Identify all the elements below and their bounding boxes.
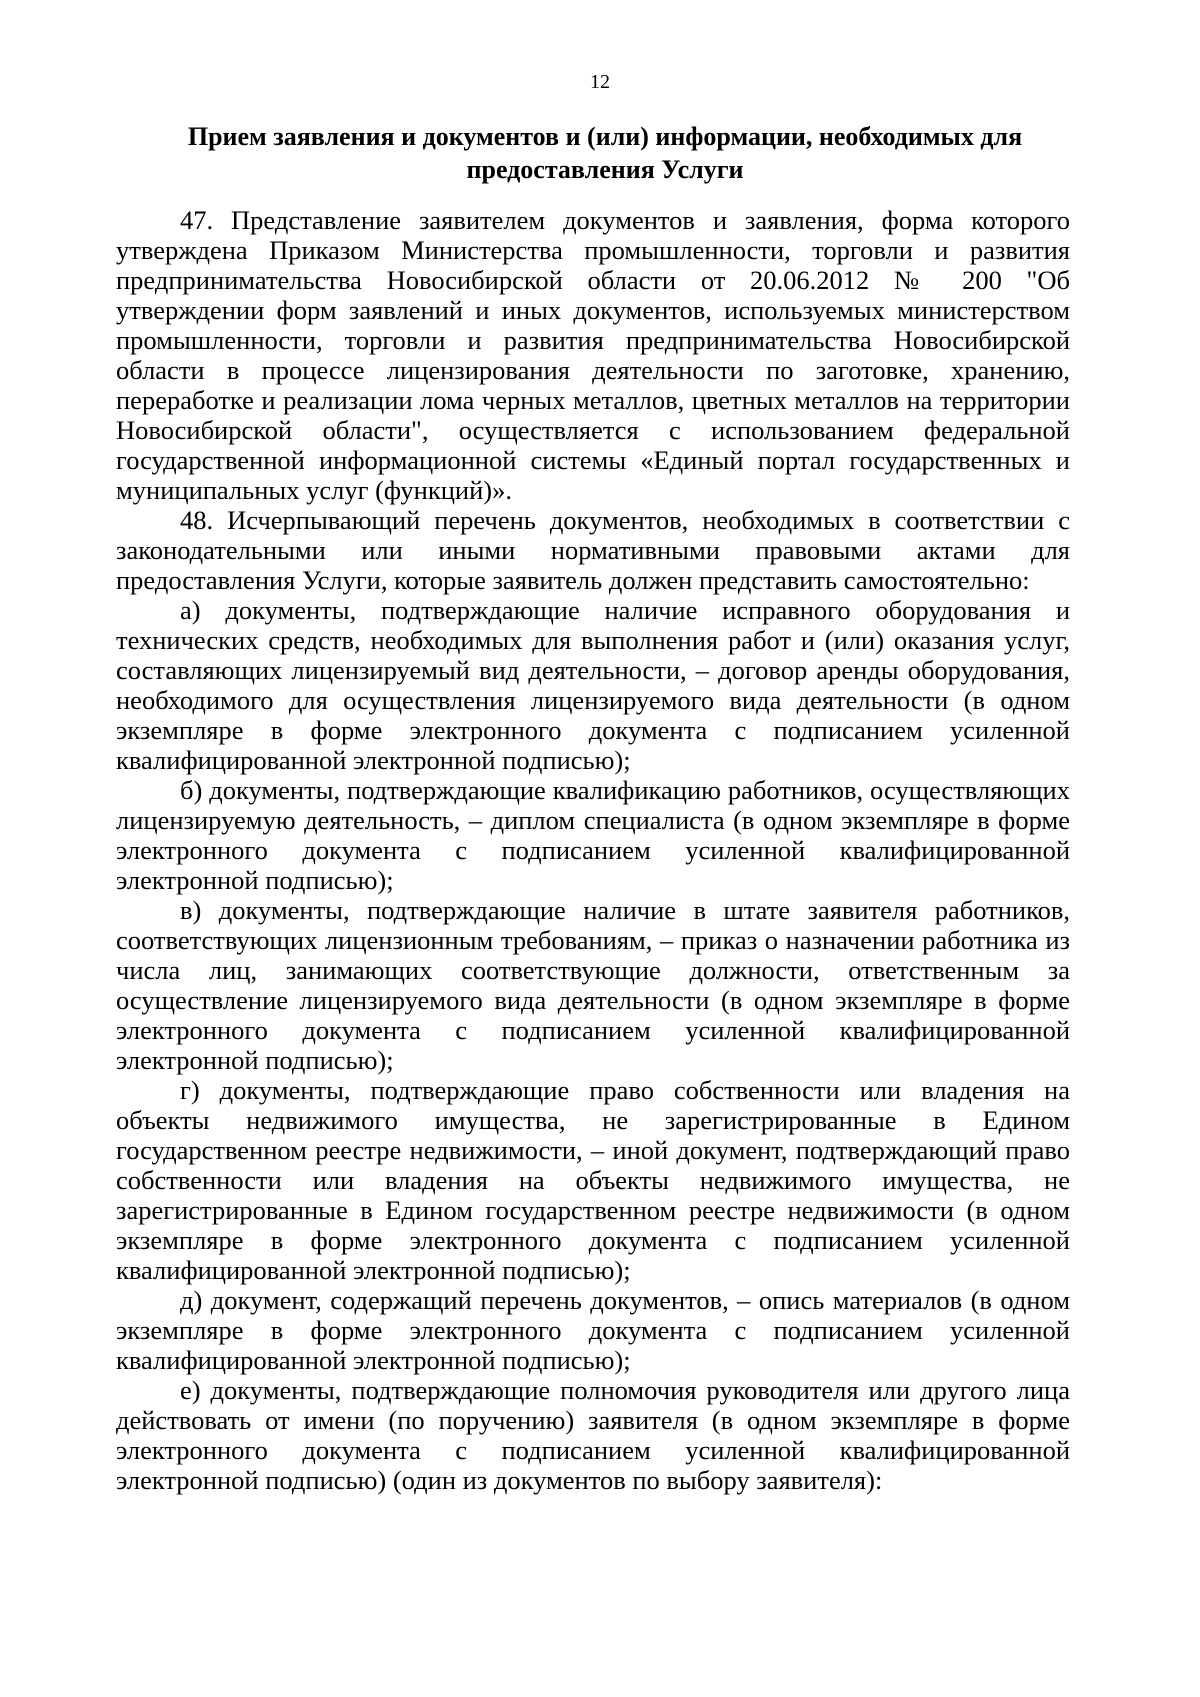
paragraph-47: 47. Представление заявителем документов и заявления, форма которого утверждена Приказом Министерства промышленности, торговли и развития предпринимательства Новосибирской области от 20.06.2012 № 200 "Об утверждении форм заявлений и иных документов, используемых министерством промышленности, торговли и развития предпринимательства Новосибирской области в процессе лицензирования деятельности по заготовке, хранению, переработке и реализации лома черных металлов, цветных металлов на территории Новосибирской области", осуществляется с использованием федеральной государственной информационной системы «Единый портал государственных и муниципальных услуг (функций)».	[116, 205, 1070, 505]
list-item-v: в) документы, подтверждающие наличие в штате заявителя работников, соответствующих лицензионным требованиям, – приказ о назначении работника из числа лиц, занимающих соответствующие должности, ответственным за осуществление лицензируемого вида деятельности (в одном экземпляре в форме электронного документа с подписанием усиленной квалифицированной электронной подписью);	[116, 895, 1070, 1075]
list-item-e: е) документы, подтверждающие полномочия руководителя или другого лица действовать от имени (по поручению) заявителя (в одном экземпляре в форме электронного документа с подписанием усиленной квалифицированной электронной подписью) (один из документов по выбору заявителя):	[116, 1375, 1070, 1495]
page-number: 12	[590, 71, 610, 93]
document-body	[116, 205, 1070, 1495]
list-item-d: д) документ, содержащий перечень документов, – опись материалов (в одном экземпляре в форме электронного документа с подписанием усиленной квалифицированной электронной подписью);	[116, 1285, 1070, 1375]
list-item-g: г) документы, подтверждающие право собственности или владения на объекты недвижимого имущества, не зарегистрированные в Едином государственном реестре недвижимости, – иной документ, подтверждающий право собственности или владения на объекты недвижимого имущества, не зарегистрированные в Едином государственном реестре недвижимости (в одном экземпляре в форме электронного документа с подписанием усиленной квалифицированной электронной подписью);	[116, 1075, 1070, 1285]
list-item-a: а) документы, подтверждающие наличие исправного оборудования и технических средств, необходимых для выполнения работ и (или) оказания услуг, составляющих лицензируемый вид деятельности, – договор аренды оборудования, необходимого для осуществления лицензируемого вида деятельности (в одном экземпляре в форме электронного документа с подписанием усиленной квалифицированной электронной подписью);	[116, 595, 1070, 775]
list-item-b: б) документы, подтверждающие квалификацию работников, осуществляющих лицензируемую деятельность, – диплом специалиста (в одном экземпляре в форме электронного документа с подписанием усиленной квалифицированной электронной подписью);	[116, 775, 1070, 895]
section-heading-line-1: Прием заявления и документов и (или) информации, необходимых для	[187, 122, 1023, 151]
section-heading	[150, 120, 1060, 186]
paragraph-48: 48. Исчерпывающий перечень документов, необходимых в соответствии с законодательными или иными нормативными правовыми актами для предоставления Услуги, которые заявитель должен представить самостоятельно:	[116, 505, 1070, 595]
section-heading-line-2: предоставления Услуги	[466, 155, 744, 184]
